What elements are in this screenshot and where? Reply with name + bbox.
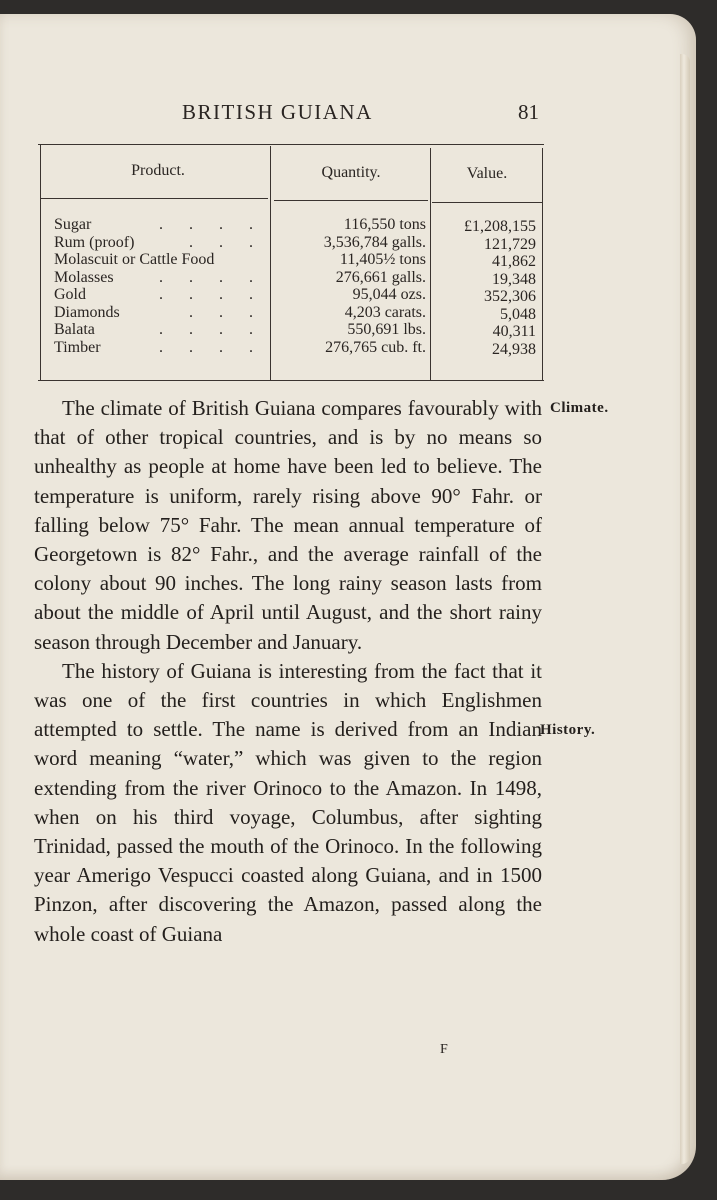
column-header-value: Value. xyxy=(466,165,508,182)
column-header-quantity: Quantity. xyxy=(321,164,381,181)
paragraph-climate: The climate of British Guiana compares favourably with that of other tropical countries, and is by no means so unhealthy as people at home have been led to believe. The temperature is uniform, rarely rising above 90° Fahr. or falling below 75° Fahr. The mean annual temperature of Georgetown is 82° Fahr., and the average rainfall of the colony about 90 inches. The long rainy season lasts from about the middle of April until August, and the short rainy season through December and January. xyxy=(34,396,542,654)
table-header-rule xyxy=(274,200,428,201)
product-cell: Sugar xyxy=(54,216,92,233)
table-row xyxy=(54,234,264,252)
product-cell: Balata xyxy=(54,321,95,338)
table-left-border xyxy=(40,144,41,380)
table-header-rule xyxy=(40,198,268,199)
quantity-cell: 11,405½ tons xyxy=(339,251,426,268)
product-cell: Gold xyxy=(54,286,86,303)
table-row xyxy=(54,339,264,357)
export-table xyxy=(38,138,544,382)
table-column-divider xyxy=(270,146,271,380)
running-head: BRITISH GUIANA xyxy=(182,100,373,124)
page-number: 81 xyxy=(518,100,539,124)
dot-leader: . . . . xyxy=(159,321,264,338)
page-edge-shading xyxy=(680,54,690,1164)
value-column xyxy=(428,218,536,358)
quantity-column xyxy=(278,216,426,356)
value-cell: 121,729 xyxy=(484,235,536,253)
table-row xyxy=(54,286,264,304)
table-row xyxy=(54,216,264,234)
value-cell: £1,208,155 xyxy=(464,218,536,235)
paragraph-history: The history of Guiana is interesting from the fact that it was one of the first countries in which Englishmen attempted to settle. The name is derived from an Indian word meaning “water,” which was given to the region extending from the river Orinoco to the Amazon. In 1498, when on his third voyage, Columbus, after sighting Trinidad, passed the mouth of the Orinoco. In the following year Amerigo Vespucci coasted along Guiana, and in 1500 Pinzon, after discovering the Amazon, passed along the whole coast of Guiana xyxy=(34,658,542,946)
product-cell: Timber xyxy=(54,338,101,356)
product-cell: Diamonds xyxy=(54,303,120,321)
table-row xyxy=(54,304,264,322)
sidenote-climate: Climate. xyxy=(550,400,609,416)
product-cell: Molasses xyxy=(54,268,114,286)
quantity-cell: 276,765 cub. ft. xyxy=(325,338,426,356)
value-cell: 40,311 xyxy=(492,323,536,340)
quantity-cell: 276,661 galls. xyxy=(335,268,426,286)
dot-leader: . . . . xyxy=(159,216,264,233)
dot-leader: . . . xyxy=(189,233,264,251)
table-right-border xyxy=(542,148,543,380)
quantity-cell: 4,203 carats. xyxy=(344,303,426,321)
dot-leader: . . . . xyxy=(159,338,264,356)
product-cell: Molascuit or Cattle Food xyxy=(54,251,215,268)
quantity-cell: 550,691 lbs. xyxy=(347,321,426,338)
value-cell: 41,862 xyxy=(492,253,536,270)
dot-leader: . . . . xyxy=(159,286,264,303)
dot-leader: . . . . xyxy=(159,268,264,286)
quantity-cell: 3,536,784 galls. xyxy=(323,233,426,251)
book-page xyxy=(0,14,696,1180)
body-text xyxy=(34,394,542,949)
signature-mark: F xyxy=(440,1042,448,1057)
dot-leader: . . . xyxy=(189,303,264,321)
table-row xyxy=(54,269,264,287)
table-row xyxy=(54,251,264,269)
value-cell: 352,306 xyxy=(484,288,536,305)
table-bottom-rule xyxy=(38,380,544,381)
column-header-product: Product. xyxy=(131,162,185,179)
table-header-rule xyxy=(432,202,542,203)
quantity-cell: 116,550 tons xyxy=(343,216,426,233)
product-cell: Rum (proof) xyxy=(54,233,135,251)
value-cell: 19,348 xyxy=(492,270,536,288)
value-cell: 5,048 xyxy=(500,305,536,323)
product-column xyxy=(54,216,264,356)
table-row xyxy=(54,321,264,339)
quantity-cell: 95,044 ozs. xyxy=(352,286,426,303)
sidenote-history: History. xyxy=(540,722,596,738)
value-cell: 24,938 xyxy=(492,340,536,358)
table-top-rule xyxy=(38,144,544,145)
